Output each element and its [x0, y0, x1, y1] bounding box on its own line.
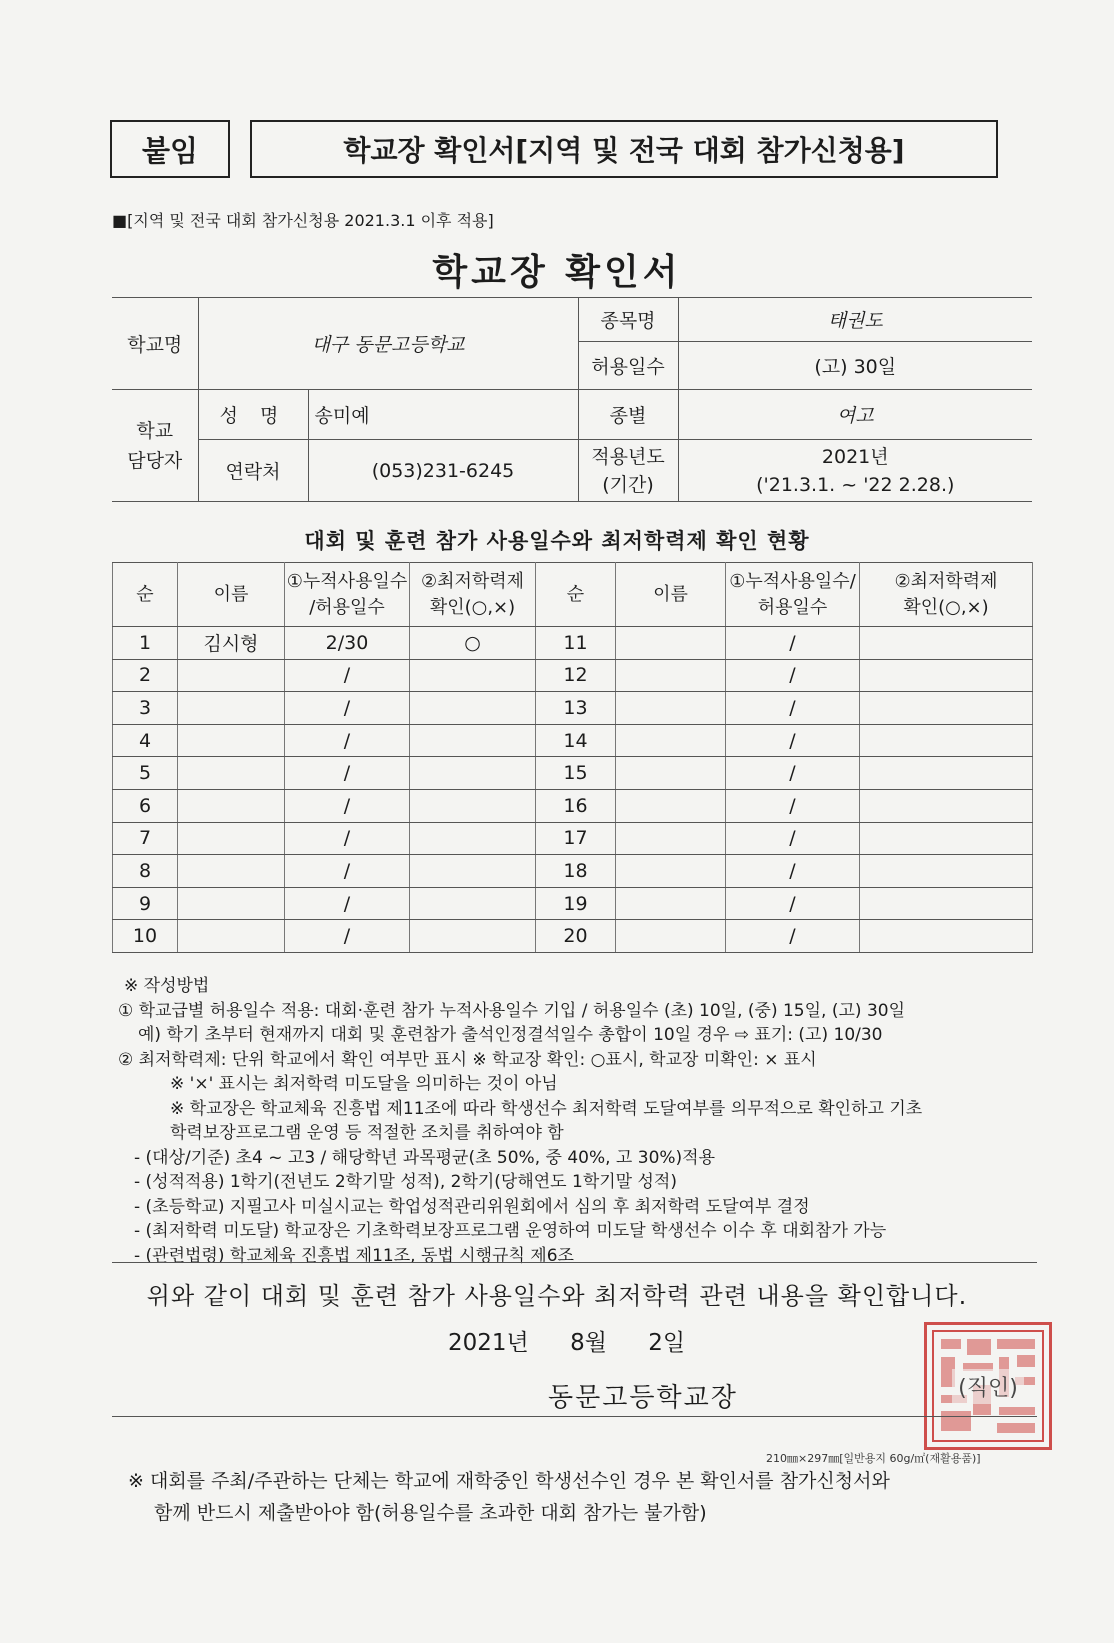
col-header-check: ②최저학력제 확인(○,×) [860, 563, 1033, 627]
period-year: 2021년 [821, 445, 889, 468]
table-row [113, 920, 1033, 953]
row-no: 8 [113, 855, 178, 888]
row-no: 14 [536, 724, 616, 757]
row-check [860, 855, 1033, 888]
row-no: 16 [536, 789, 616, 822]
form-title-box: 학교장 확인서[지역 및 전국 대회 참가신청용] [250, 120, 998, 178]
bottom-note-line: 함께 반드시 제출받아야 함(허용일수를 초과한 대회 참가는 불가함) [154, 1502, 707, 1524]
row-check [410, 920, 536, 953]
row-name [178, 822, 285, 855]
row-days: 2/30 [285, 627, 410, 660]
manager-label: 학교 담당자 [112, 390, 198, 502]
row-check [860, 920, 1033, 953]
date-year: 2021년 [448, 1330, 529, 1356]
event-label: 종목명 [578, 298, 678, 342]
table-row [113, 789, 1033, 822]
row-days: / [285, 855, 410, 888]
col-header-days: ①누적사용일수 /허용일수 [285, 563, 410, 627]
row-check: ○ [410, 627, 536, 660]
row-name [178, 724, 285, 757]
method-line: - (최저학력 미도달) 학교장은 기초학력보장프로그램 운영하여 미도달 학생선수 이수 후 대회참가 가능 [134, 1221, 887, 1241]
row-days: / [285, 659, 410, 692]
row-check [860, 692, 1033, 725]
row-check [410, 855, 536, 888]
row-check [410, 692, 536, 725]
row-no: 1 [113, 627, 178, 660]
attachment-tag: 붙임 [110, 120, 230, 178]
row-check [860, 659, 1033, 692]
col-header-no: 순 [113, 563, 178, 627]
table-row [113, 757, 1033, 790]
date-day: 2일 [648, 1330, 686, 1356]
row-no: 6 [113, 789, 178, 822]
method-line: ② 최저학력제: 단위 학교에서 확인 여부만 표시 ※ 학교장 확인: ○표시, 학교장 미확인: × 표시 [118, 1049, 817, 1070]
official-seal [924, 1322, 1052, 1450]
row-name [178, 757, 285, 790]
row-days: / [726, 920, 860, 953]
table-header-row [113, 563, 1033, 627]
principal-name: 동문고등학교장 [548, 1383, 738, 1413]
row-name [616, 724, 726, 757]
col-header-name: 이름 [616, 563, 726, 627]
event-value: 태권도 [678, 298, 1032, 342]
row-no: 20 [536, 920, 616, 953]
method-heading: ※ 작성방법 [124, 976, 210, 996]
row-no: 17 [536, 822, 616, 855]
col-header-name: 이름 [178, 563, 285, 627]
row-days: / [726, 724, 860, 757]
row-name: 김시형 [178, 627, 285, 660]
row-name [616, 920, 726, 953]
row-name [178, 659, 285, 692]
table-row [113, 724, 1033, 757]
row-check [860, 724, 1033, 757]
row-name [178, 789, 285, 822]
row-check [860, 887, 1033, 920]
method-line: - (관련법령) 학교체육 진흥법 제11조, 동법 시행규칙 제6조 [134, 1245, 574, 1266]
row-no: 4 [113, 724, 178, 757]
row-no: 5 [113, 757, 178, 790]
period-range: ('21.3.1. ~ '22 2.28.) [756, 473, 955, 496]
row-check [860, 627, 1033, 660]
row-days: / [285, 724, 410, 757]
row-name [616, 789, 726, 822]
row-no: 7 [113, 822, 178, 855]
row-days: / [285, 692, 410, 725]
main-title: 학교장 확인서 [432, 252, 682, 293]
contact-value: (053)231-6245 [308, 440, 578, 502]
table-row [113, 855, 1033, 888]
method-line: - (초등학교) 지필고사 미실시교는 학업성적관리위원회에서 심의 후 최저학력 도달여부 결정 [134, 1196, 810, 1217]
row-days: / [726, 757, 860, 790]
row-days: / [726, 692, 860, 725]
row-check [410, 789, 536, 822]
row-name [616, 855, 726, 888]
table-row [113, 822, 1033, 855]
row-check [410, 757, 536, 790]
row-days: / [285, 887, 410, 920]
gender-label: 종별 [578, 390, 678, 440]
row-days: / [285, 920, 410, 953]
method-line: - (성적적용) 1학기(전년도 2학기말 성적), 2학기(당해연도 1학기말 성적) [134, 1172, 677, 1192]
method-line: - (대상/기준) 초4 ~ 고3 / 해당학년 과목평균(초 50%, 중 40%, 고 30%)적용 [134, 1147, 716, 1168]
row-no: 15 [536, 757, 616, 790]
divider [112, 1416, 1037, 1417]
method-line: 예) 학기 초부터 현재까지 대회 및 훈련참가 출석인정결석일수 총합이 10일 경우 ⇨ 표기: (고) 10/30 [138, 1025, 883, 1045]
row-no: 19 [536, 887, 616, 920]
usage-status-table [112, 562, 1033, 953]
row-days: / [726, 855, 860, 888]
bottom-note-line: ※ 대회를 주최/주관하는 단체는 학교에 재학중인 학생선수인 경우 본 확인서를 참가신청서와 [128, 1470, 890, 1492]
row-name [616, 692, 726, 725]
form-subnote: ■[지역 및 전국 대회 참가신청용 2021.3.1 이후 적용] [112, 211, 494, 230]
manager-name-value: 송미예 [308, 390, 578, 440]
row-days: / [285, 789, 410, 822]
issue-date [448, 1324, 719, 1357]
row-days: / [726, 887, 860, 920]
paper-spec: 210㎜×297㎜[일반용지 60g/㎡(재활용품)] [766, 1452, 981, 1465]
table-row [113, 887, 1033, 920]
table-row [113, 627, 1033, 660]
row-days: / [285, 822, 410, 855]
method-line: 학력보장프로그램 운영 등 적절한 조치를 취하여야 함 [170, 1123, 564, 1143]
school-label: 학교명 [112, 298, 198, 390]
col-header-check: ②최저학력제 확인(○,×) [410, 563, 536, 627]
school-info-table [112, 297, 1032, 502]
period-label: 적용년도 (기간) [578, 440, 678, 502]
method-line: ※ '×' 표시는 최저학력 미도달을 의미하는 것이 아님 [170, 1074, 558, 1094]
confirmation-statement: 위와 같이 대회 및 훈련 참가 사용일수와 최저학력 관련 내용을 확인합니다. [146, 1282, 968, 1310]
row-check [410, 887, 536, 920]
row-name [616, 822, 726, 855]
row-days: / [726, 822, 860, 855]
seal-label: (직인) [952, 1369, 1024, 1404]
row-check [860, 789, 1033, 822]
status-title: 대회 및 훈련 참가 사용일수와 최저학력제 확인 현황 [304, 529, 810, 553]
row-name [616, 887, 726, 920]
row-name [616, 757, 726, 790]
writing-method [110, 974, 1040, 1268]
table-row [113, 659, 1033, 692]
row-days: / [285, 757, 410, 790]
gender-value: 여고 [678, 390, 1032, 440]
contact-label: 연락처 [198, 440, 308, 502]
row-name [616, 627, 726, 660]
row-name [616, 659, 726, 692]
name-label: 성 명 [198, 390, 308, 440]
row-check [410, 659, 536, 692]
school-value: 대구 동문고등학교 [198, 298, 578, 390]
row-no: 11 [536, 627, 616, 660]
row-no: 2 [113, 659, 178, 692]
row-days: / [726, 789, 860, 822]
row-no: 10 [113, 920, 178, 953]
method-line: ① 학교급별 허용일수 적용: 대회·훈련 참가 누적사용일수 기입 / 허용일수 (초) 10일, (중) 15일, (고) 30일 [118, 1000, 906, 1021]
row-check [860, 757, 1033, 790]
row-check [860, 822, 1033, 855]
table-row [113, 692, 1033, 725]
row-name [178, 692, 285, 725]
row-name [178, 887, 285, 920]
col-header-days: ①누적사용일수/ 허용일수 [726, 563, 860, 627]
row-check [410, 724, 536, 757]
row-check [410, 822, 536, 855]
period-value [678, 440, 1032, 502]
col-header-no: 순 [536, 563, 616, 627]
allowed-days-value: (고) 30일 [678, 342, 1032, 390]
row-no: 9 [113, 887, 178, 920]
row-days: / [726, 627, 860, 660]
row-no: 18 [536, 855, 616, 888]
row-no: 3 [113, 692, 178, 725]
date-month: 8월 [570, 1330, 607, 1356]
row-no: 13 [536, 692, 616, 725]
bottom-note [128, 1465, 1028, 1529]
row-no: 12 [536, 659, 616, 692]
row-name [178, 920, 285, 953]
allowed-days-label: 허용일수 [578, 342, 678, 390]
row-days: / [726, 659, 860, 692]
row-name [178, 855, 285, 888]
method-line: ※ 학교장은 학교체육 진흥법 제11조에 따라 학생선수 최저학력 도달여부를 의무적으로 확인하고 기초 [170, 1098, 923, 1119]
divider [112, 1262, 1037, 1263]
